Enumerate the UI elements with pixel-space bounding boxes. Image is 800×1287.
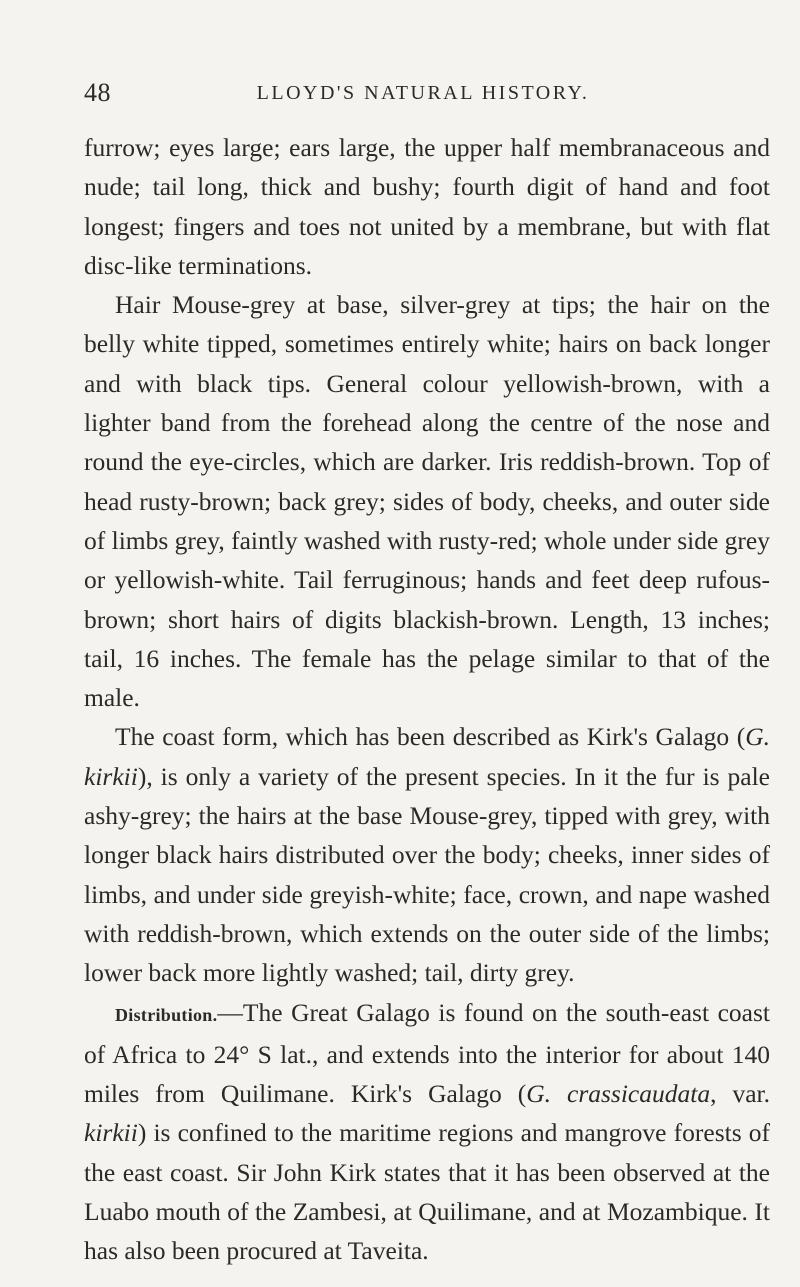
running-head: LLOYD'S NATURAL HISTORY. <box>256 82 590 104</box>
coast-form-text-rest: ), is only a variety of the present species. In it the fur is pale ashy-grey; the hairs at the base Mouse-grey, tipped with grey, with longer black hairs distributed over the body; cheeks, inner sides of limbs, and under side greyish-white; face, crown, and nape washed with reddish-brown, which extends on the outer side of the limbs; lower back more lightly washed; tail, dirty grey. <box>84 761 770 988</box>
body-text <box>84 128 770 1271</box>
paragraph-description-continued: furrow; eyes large; ears large, the upper half membranaceous and nude; tail long, thick and bushy; fourth digit of hand and foot longest; fingers and toes not united by a membrane, but with flat disc-like terminations. <box>84 133 770 280</box>
distribution-text-start: —The Great Galago is found on the south-east coast of Africa to 24° S lat., and extends into the interior for about 140 miles from Quilimane. Kirk's Galago ( <box>84 997 770 1109</box>
species-name-crassicaudata: G. crassicaudata <box>526 1079 711 1109</box>
distribution-text-rest: ) is confined to the maritime regions and mangrove forests of the east coast. Sir John Kirk states that it has been observed at the Luabo mouth of the Zambesi, at Quilimane, and at Mozambique. It has also been procured at Taveita. <box>84 1118 770 1266</box>
distribution-text-mid: , var. <box>710 1079 770 1109</box>
distribution-label: Distribution. <box>115 1004 218 1025</box>
species-name-kirkii: G. kirkii <box>84 722 770 791</box>
page-header <box>84 78 762 118</box>
variety-name-kirkii: kirkii <box>84 1118 138 1148</box>
paragraph-distribution <box>84 993 770 1271</box>
page-number: 48 <box>84 78 111 107</box>
coast-form-text-start: The coast form, which has been described as Kirk's Galago ( <box>115 722 746 752</box>
paragraph-coast-form <box>84 717 770 992</box>
paragraph-hair-colour: Hair Mouse-grey at base, silver-grey at tips; the hair on the belly white tipped, sometimes entirely white; hairs on back longer and with black tips. General colour yellowish-brown, with a lighter band from the forehead along the centre of the nose and round the eye-circles, which are darker. Iris reddish-brown. Top of head rusty-brown; back grey; sides of body, cheeks, and outer side of limbs grey, faintly washed with rusty-red; whole under side grey or yellowish-white. Tail ferruginous; hands and feet deep rufous-brown; short hairs of digits blackish-brown. Length, 13 inches; tail, 16 inches. The female has the pelage similar to that of the male. <box>84 290 770 713</box>
